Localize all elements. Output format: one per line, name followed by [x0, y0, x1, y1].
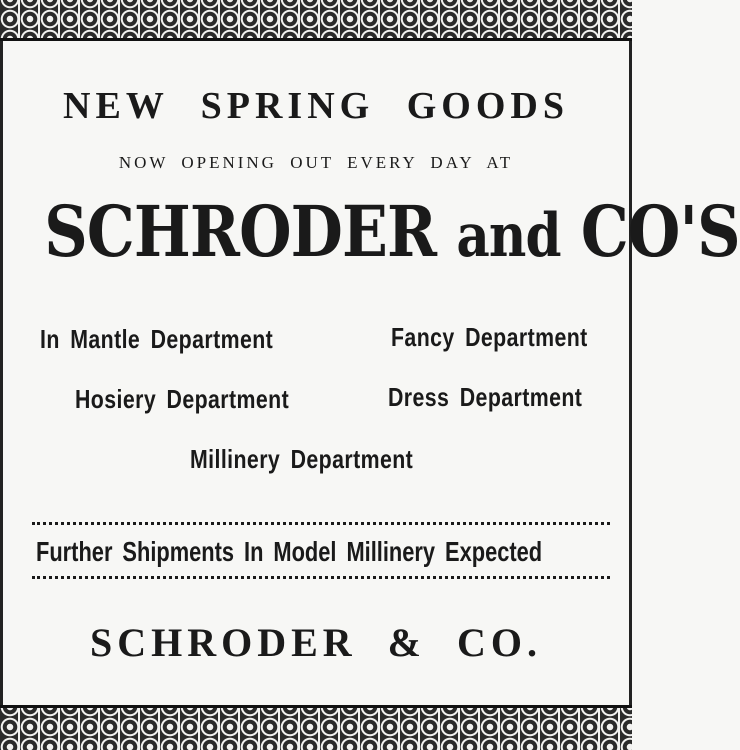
brand-title — [44, 190, 740, 273]
subheadline: NOW OPENING OUT EVERY DAY AT — [118, 153, 514, 172]
dotted-rule-bottom — [32, 576, 610, 579]
shipments-notice: Further Shipments In Model Millinery Expected — [36, 536, 543, 567]
ornamental-border-bottom — [0, 705, 632, 750]
department-mantle: In Mantle Department — [40, 324, 274, 354]
brand-name: SCHRODER — [44, 190, 437, 273]
brand-connector: and — [456, 201, 561, 271]
signature: SCHRODER & CO. — [89, 620, 543, 665]
brand-suffix: CO'S — [580, 190, 740, 273]
department-millinery: Millinery Department — [190, 444, 414, 474]
dotted-rule-top — [32, 522, 610, 525]
department-dress: Dress Department — [388, 382, 583, 412]
department-fancy: Fancy Department — [391, 322, 588, 352]
ornamental-border-top — [0, 0, 632, 41]
department-hosiery: Hosiery Department — [75, 384, 290, 414]
headline: NEW SPRING GOODS — [63, 85, 569, 127]
